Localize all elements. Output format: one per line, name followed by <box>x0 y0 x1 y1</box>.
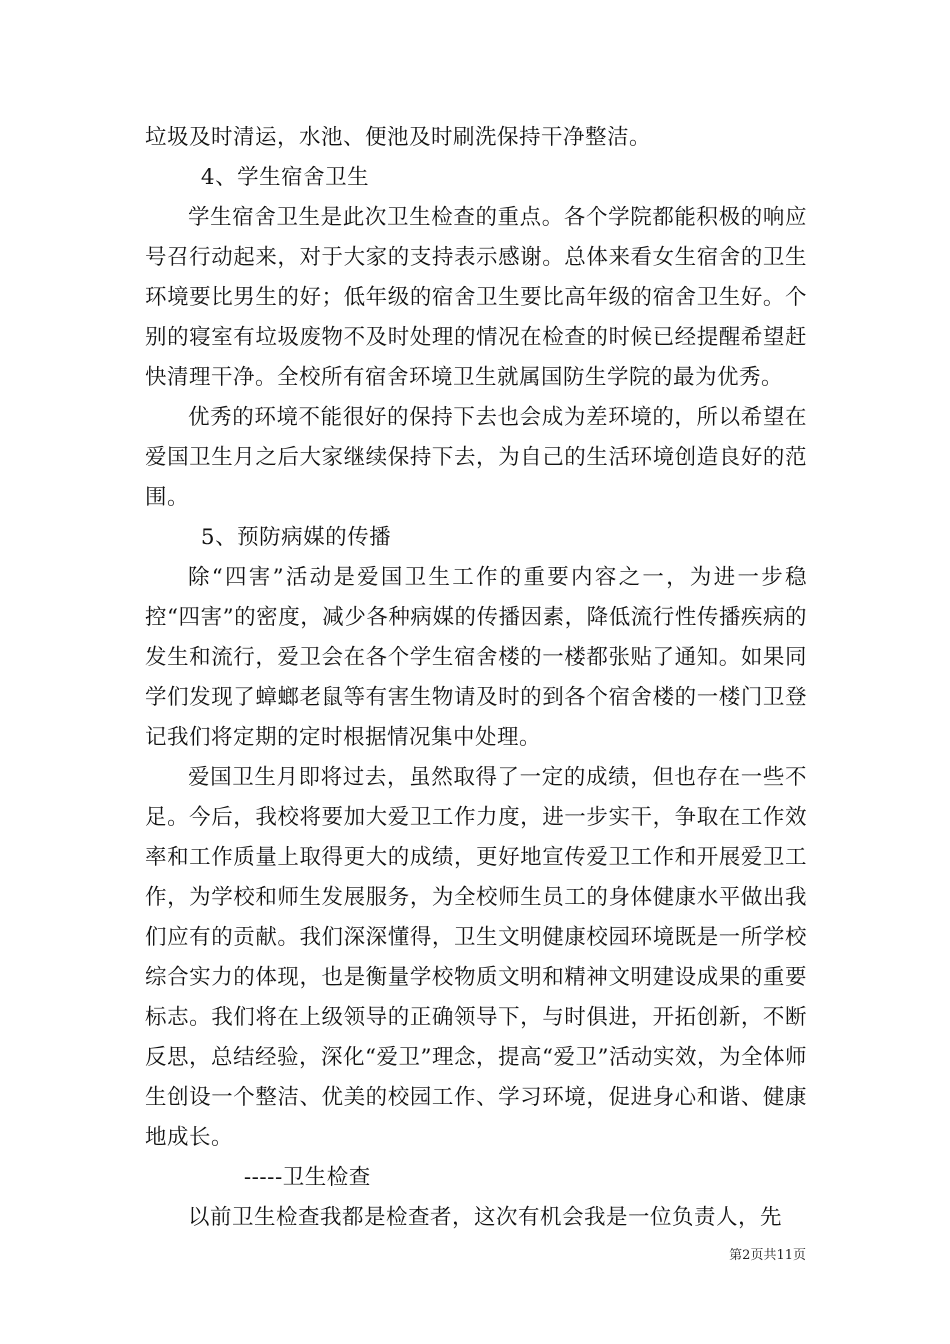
paragraph-dormitory-hygiene: 学生宿舍卫生是此次卫生检查的重点。各个学院都能积极的响应号召行动起来，对于大家的支持表示感谢。总体来看女生宿舍的卫生环境要比男生的好；低年级的宿舍卫生要比高年级的宿舍卫生好。个别的寝室有垃圾废物不及时处理的情况在检查的时候已经提醒希望赶快清理干净。全校所有宿舍环境卫生就属国防生学院的最为优秀。 <box>145 205 807 390</box>
paragraph-four-pests: 除“四害”活动是爱国卫生工作的重要内容之一，为进一步稳控“四害”的密度，减少各种病媒的传播因素，降低流行性传播疾病的发生和流行，爱卫会在各个学生宿舍楼的一楼都张贴了通知。如果同学们发现了蟑螂老鼠等有害生物请及时的到各个宿舍楼的一楼门卫登记我们将定期的定时根据情况集中处理。 <box>145 565 807 750</box>
section-heading-vector-prevention: 5、预防病媒的传播 <box>200 525 392 550</box>
signature-line: -----卫生检查 <box>243 1165 371 1190</box>
section-heading-dormitory: 4、学生宿舍卫生 <box>200 165 370 190</box>
document-body <box>145 118 807 1238</box>
page-number-footer: 第2页共11页 <box>729 1248 806 1263</box>
paragraph-keep-environment: 优秀的环境不能很好的保持下去也会成为差环境的，所以希望在爱国卫生月之后大家继续保持下去，为自己的生活环境创造良好的范围。 <box>145 405 807 510</box>
paragraph-continued: 垃圾及时清运，水池、便池及时刷洗保持干净整洁。 <box>145 125 652 150</box>
paragraph-conclusion: 爱国卫生月即将过去，虽然取得了一定的成绩，但也存在一些不足。今后，我校将要加大爱卫工作力度，进一步实干，争取在工作效率和工作质量上取得更大的成绩，更好地宣传爱卫工作和开展爱卫工作，为学校和师生发展服务，为全校师生员工的身体健康水平做出我们应有的贡献。我们深深懂得，卫生文明健康校园环境既是一所学校综合实力的体现，也是衡量学校物质文明和精神文明建设成果的重要标志。我们将在上级领导的正确领导下，与时俱进，开拓创新，不断反思，总结经验，深化“爱卫”理念，提高“爱卫”活动实效，为全体师生创设一个整洁、优美的校园工作、学习环境，促进身心和谐、健康地成长。 <box>145 765 807 1150</box>
paragraph-next-article: 以前卫生检查我都是检查者，这次有机会我是一位负责人，先 <box>188 1205 783 1230</box>
